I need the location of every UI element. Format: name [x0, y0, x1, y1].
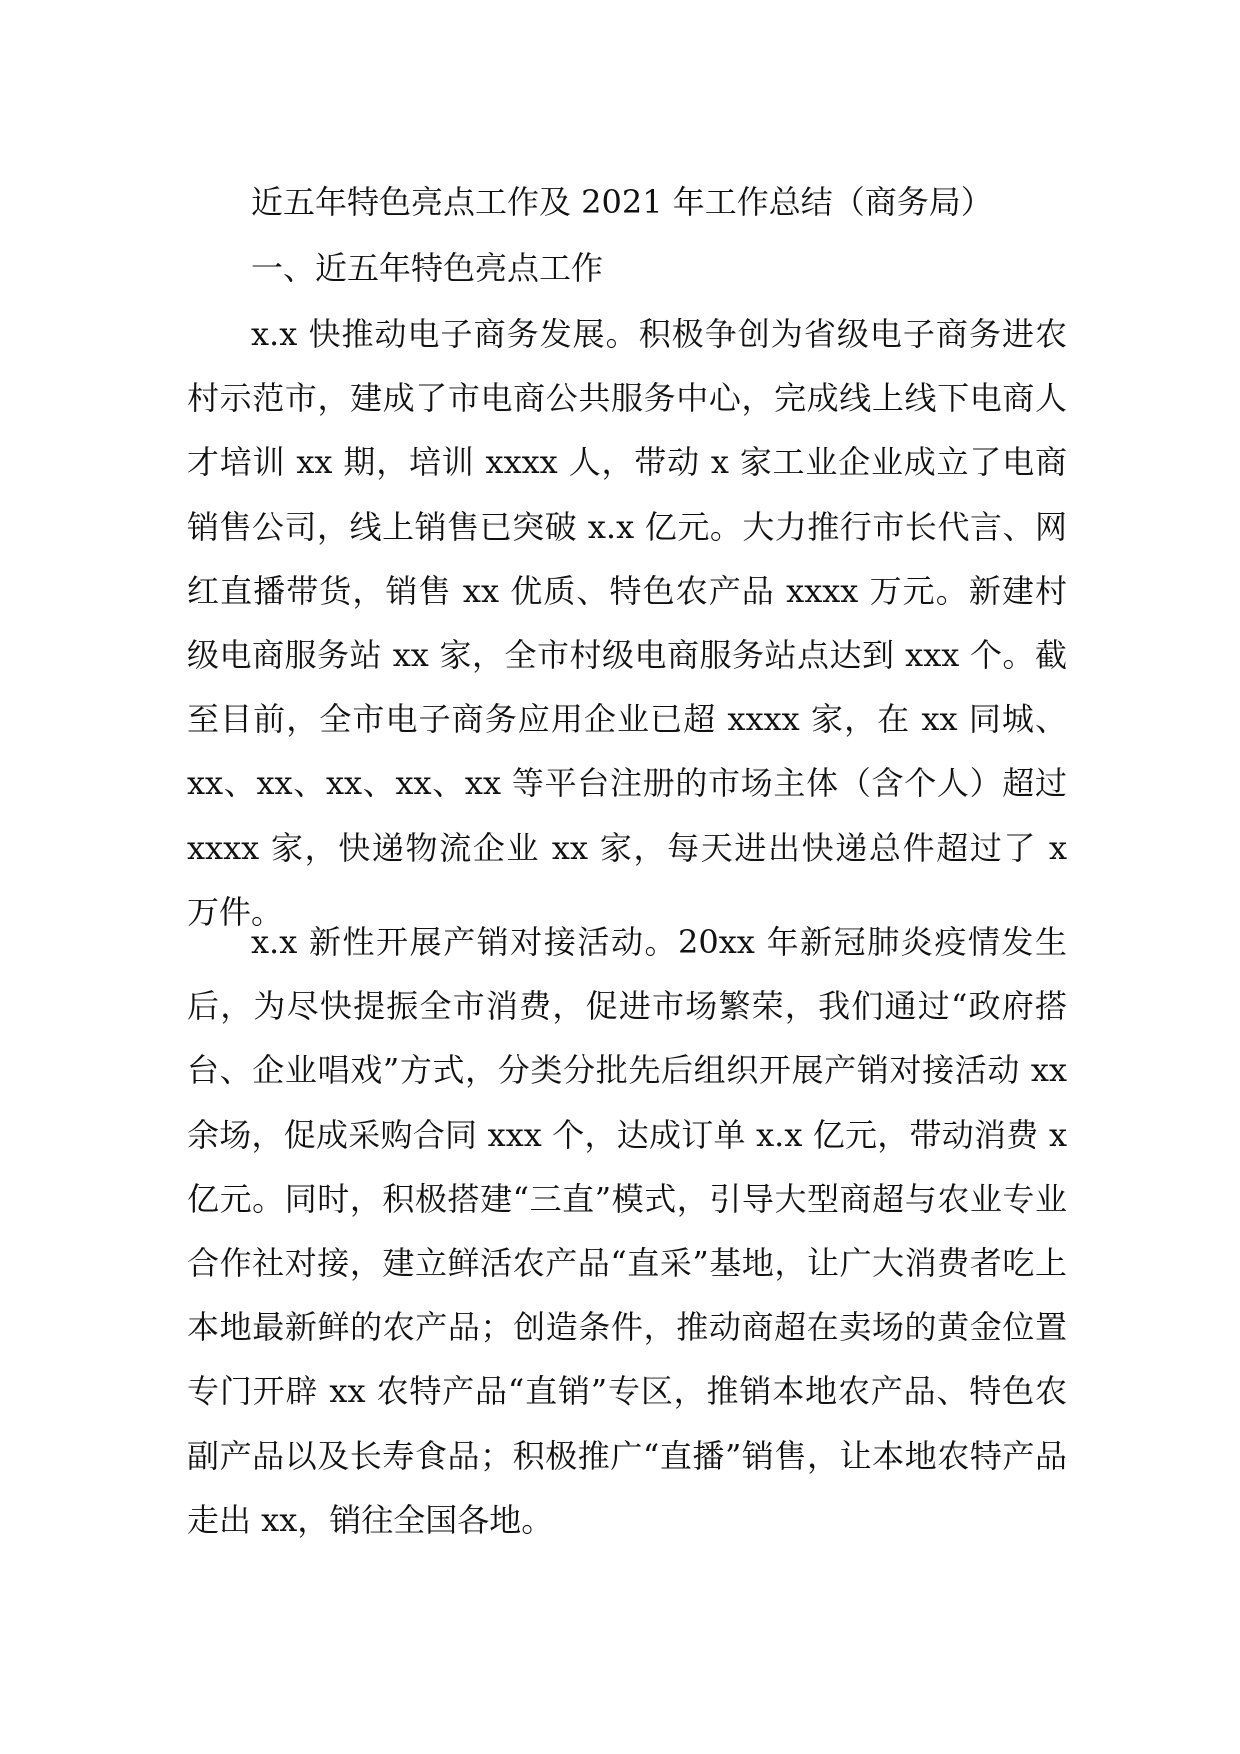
document-title: 近五年特色亮点工作及 2021 年工作总结（商务局） — [251, 183, 993, 221]
paragraph-ecommerce: x.x 快推动电子商务发展。积极争创为省级电子商务进农村示范市，建成了市电商公共服务中心，完成线上线下电商人才培训 xx 期，培训 xxxx 人，带动 x 家工业企业成立了电商销售公司，线上销售已突破 x.x 亿元。大力推行市长代言、网红直播带货，销售 xx 优质、特色农产品 xxxx 万元。新建村级电商服务站 xx 家，全市村级电商服务站点达到 xxx 个。截至目前，全市电子商务应用企业已超 xxxx 家，在 xx 同城、xx、xx、xx、xx、xx 等平台注册的市场主体（含个人）超过 xxxx 家，快递物流企业 xx 家，每天进出快递总件超过了 x 万件。 — [187, 315, 1067, 931]
section-heading: 一、近五年特色亮点工作 — [251, 249, 604, 287]
paragraph-production-sales: x.x 新性开展产销对接活动。20xx 年新冠肺炎疫情发生后，为尽快提振全市消费，促进市场繁荣，我们通过“政府搭台、企业唱戏”方式，分类分批先后组织开展产销对接活动 xx 余场，促成采购合同 xxx 个，达成订单 x.x 亿元，带动消费 x 亿元。同时，积极搭建“三直”模式，引导大型商超与农业专业合作社对接，建立鲜活农产品“直采”基地，让广大消费者吃上本地最新鲜的农产品；创造条件，推动商超在卖场的黄金位置专门开辟 xx 农特产品“直销”专区，推销本地农产品、特色农副产品以及长寿食品；积极推广“直播”销售，让本地农特产品走出 xx，销往全国各地。 — [187, 923, 1067, 1539]
